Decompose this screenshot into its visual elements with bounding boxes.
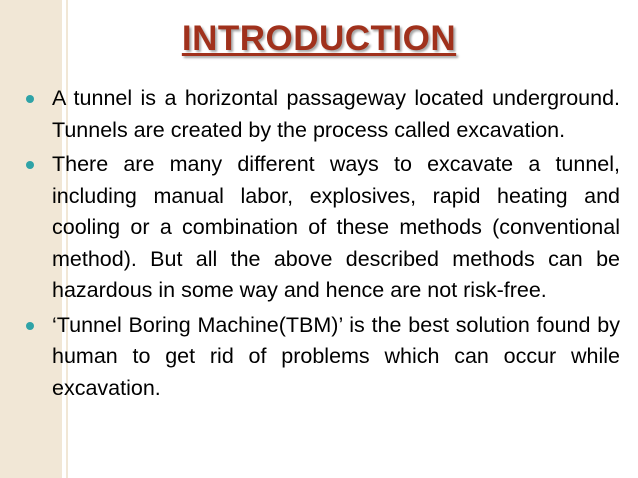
bullet-item <box>20 310 620 405</box>
slide-title-text: INTRODUCTION <box>181 19 457 58</box>
bullet-dot-icon <box>26 161 34 169</box>
bullet-text: ‘Tunnel Boring Machine(TBM)’ is the best solution found by human to get rid of problems which can occur while excavation. <box>52 312 620 400</box>
bullet-item <box>20 83 620 146</box>
slide-title <box>0 19 638 59</box>
bullet-item <box>20 149 620 307</box>
bullet-text: There are many different ways to excavate a tunnel, including manual labor, explosives, rapid heating and cooling or a combination of these methods (conventional method). But all the above described methods can be hazardous in some way and hence are not risk-free. <box>52 152 620 302</box>
bullet-dot-icon <box>26 95 34 103</box>
bullet-text: A tunnel is a horizontal passageway located underground. Tunnels are created by the process called excavation. <box>52 86 620 142</box>
bullet-dot-icon <box>26 322 34 330</box>
bullet-list <box>20 83 620 407</box>
